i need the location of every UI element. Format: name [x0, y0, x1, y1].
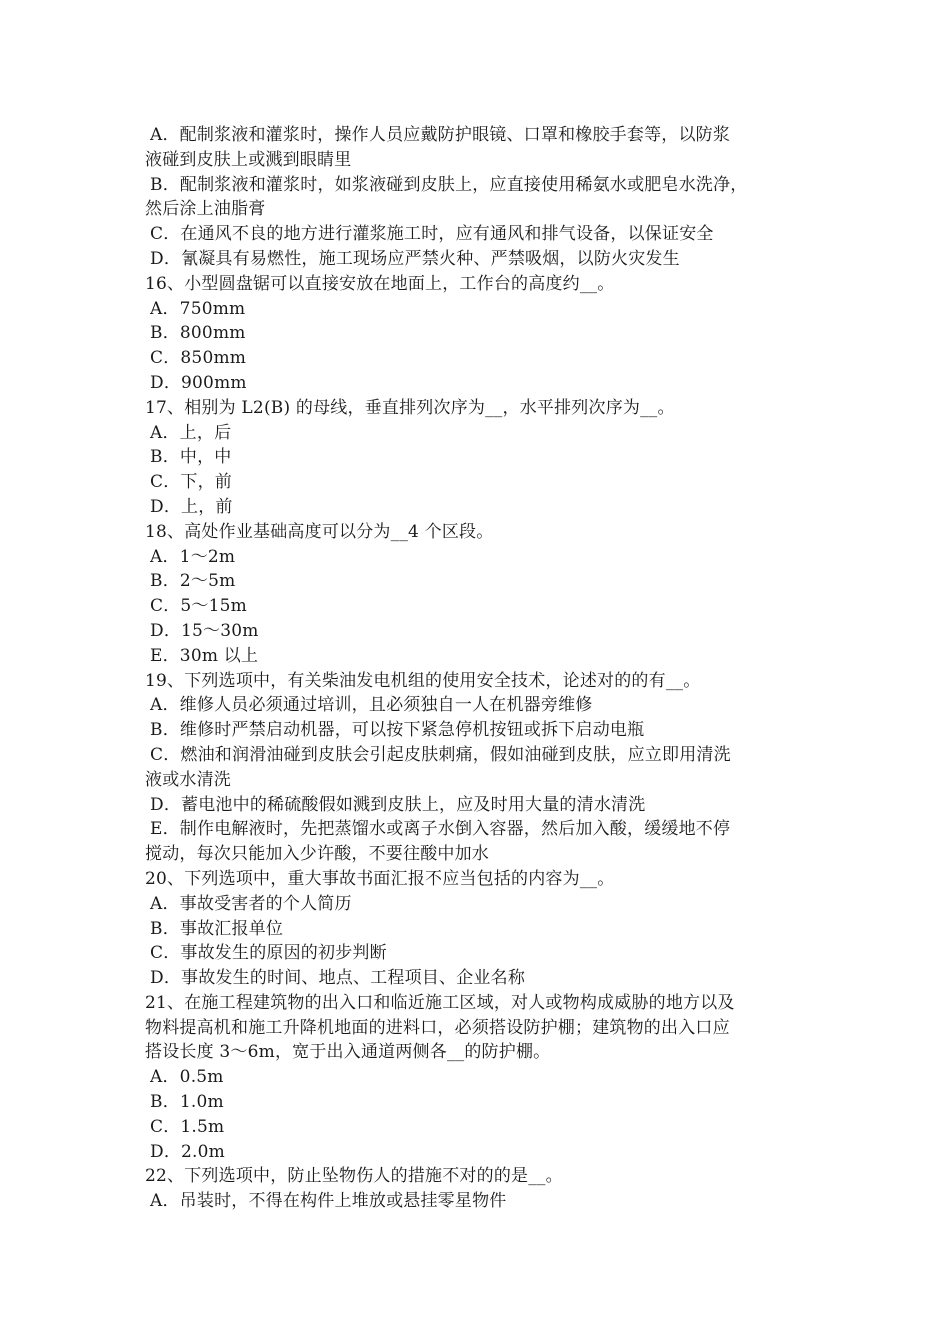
answer-option: E．30m 以上	[150, 645, 259, 666]
question-text: 19、下列选项中，有关柴油发电机组的使用安全技术，论述对的的有__。	[145, 670, 701, 691]
answer-option: C．燃油和润滑油碰到皮肤会引起皮肤刺痛，假如油碰到皮肤，应立即用清洗	[150, 744, 731, 765]
answer-option: D．氰凝具有易燃性，施工现场应严禁火种、严禁吸烟，以防火灾发生	[150, 248, 680, 269]
answer-option: D．事故发生的时间、地点、工程项目、企业名称	[150, 968, 526, 989]
question-text: 20、下列选项中，重大事故书面汇报不应当包括的内容为__。	[145, 868, 615, 889]
answer-option: A．上，后	[150, 422, 232, 443]
question-text: 22、下列选项中，防止坠物伤人的措施不对的的是__。	[145, 1166, 563, 1187]
answer-option: A．事故受害者的个人简历	[150, 893, 352, 914]
answer-option: B．1.0m	[150, 1092, 224, 1113]
question-text: 21、在施工程建筑物的出入口和临近施工区域，对人或物构成威胁的地方以及	[145, 992, 735, 1013]
answer-option: A．0.5m	[150, 1067, 224, 1088]
answer-option: B．800mm	[150, 323, 246, 344]
answer-option: A．1～2m	[150, 546, 236, 567]
answer-option: C．在通风不良的地方进行灌浆施工时，应有通风和排气设备，以保证安全	[150, 224, 714, 245]
question-text: 18、高处作业基础高度可以分为__4 个区段。	[145, 521, 494, 542]
continued-text: 然后涂上油脂膏	[145, 199, 266, 220]
answer-option: C．1.5m	[150, 1116, 225, 1137]
continued-text: 搭设长度 3～6m，宽于出入通道两侧各__的防护棚。	[145, 1042, 551, 1063]
question-text: 16、小型圆盘锯可以直接安放在地面上，工作台的高度约__。	[145, 273, 615, 294]
answer-option: C．850mm	[150, 348, 247, 369]
answer-option: A．维修人员必须通过培训，且必须独自一人在机器旁维修	[150, 695, 593, 716]
answer-option: D．上，前	[150, 496, 233, 517]
continued-text: 物料提高机和施工升降机地面的进料口，必须搭设防护棚；建筑物的出入口应	[145, 1017, 730, 1038]
answer-option: E．制作电解液时，先把蒸馏水或离子水倒入容器，然后加入酸，缓缓地不停	[150, 819, 731, 840]
answer-option: B．事故汇报单位	[150, 918, 284, 939]
answer-option: B．2～5m	[150, 571, 236, 592]
question-text: 17、相别为 L2(B) 的母线，垂直排列次序为__，水平排列次序为__。	[145, 397, 675, 418]
continued-text: 液碰到皮肤上或溅到眼睛里	[145, 149, 352, 170]
answer-option: A．吊装时，不得在构件上堆放或悬挂零星物件	[150, 1191, 507, 1212]
answer-option: D．900mm	[150, 372, 247, 393]
continued-text: 液或水清洗	[145, 769, 231, 790]
document-body	[145, 123, 815, 1214]
answer-option: D．2.0m	[150, 1141, 225, 1162]
answer-option: B．配制浆液和灌浆时，如浆液碰到皮肤上，应直接使用稀氨水或肥皂水洗净，	[150, 174, 748, 195]
continued-text: 搅动，每次只能加入少许酸，不要往酸中加水	[145, 844, 489, 865]
answer-option: C．事故发生的原因的初步判断	[150, 943, 387, 964]
answer-option: B．中，中	[150, 447, 232, 468]
answer-option: D．15～30m	[150, 620, 259, 641]
answer-option: C．5～15m	[150, 596, 247, 617]
answer-option: D．蓄电池中的稀硫酸假如溅到皮肤上，应及时用大量的清水清洗	[150, 794, 646, 815]
answer-option: A．配制浆液和灌浆时，操作人员应戴防护眼镜、口罩和橡胶手套等，以防浆	[150, 125, 731, 145]
answer-option: B．维修时严禁启动机器，可以按下紧急停机按钮或拆下启动电瓶	[150, 720, 645, 741]
answer-option: C．下，前	[150, 472, 233, 493]
answer-option: A．750mm	[150, 298, 246, 319]
